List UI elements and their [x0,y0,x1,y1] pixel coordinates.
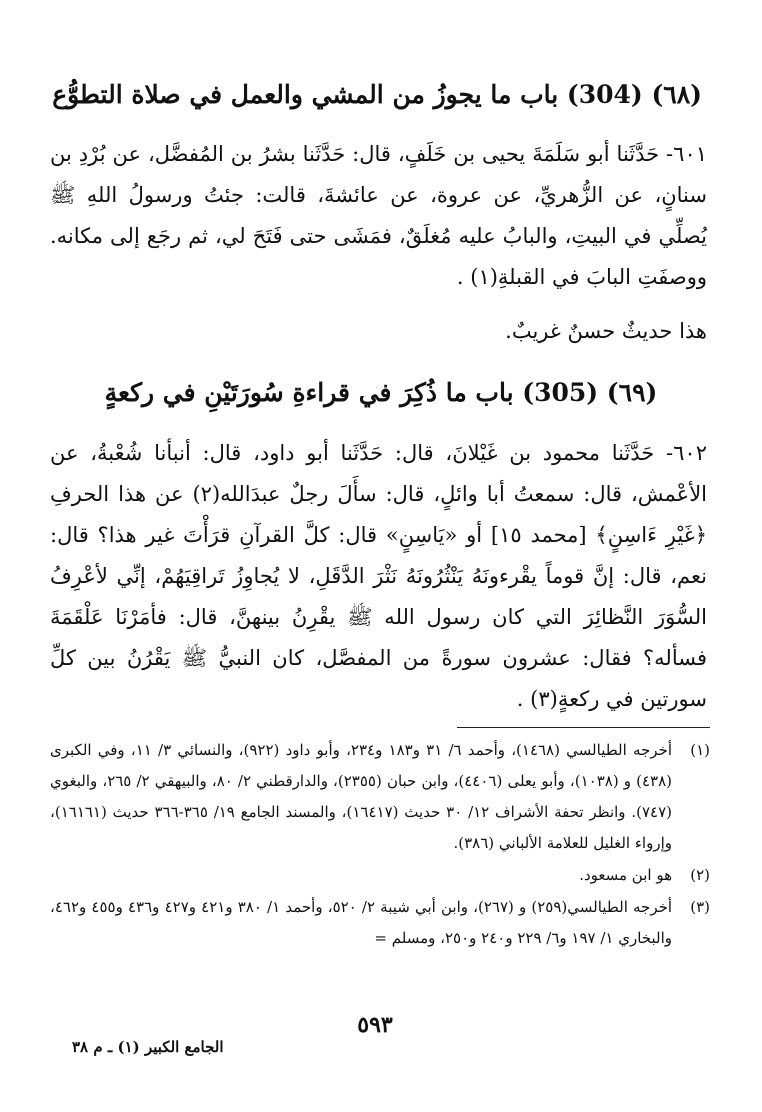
chapter-heading-69: (٦٩) (305) باب ما ذُكِرَ في قراءةِ سُورَتَيْنِ في ركعةٍ [104,378,658,407]
footnotes [50,735,710,955]
hadith-601-text: ٦٠١- حَدَّثَنا أبو سَلَمَةَ يحيى بن خَلَفٍ، قال: حَدَّثَنا بشرُ بن المُفضَّل، عن بُرْدِ بن سنانٍ، عن الزُّهريِّ، عن عروة، عن عائشةَ، قالت: جئتُ ورسولُ اللهِ ﷺ يُصلِّي في البيتِ، والبابُ عليه مُغلَقٌ، فمَشَى حتى فَتَحَ لي، ثم رجَع إلى مكانه. ووصفَتِ البابَ في القبلةِ(١) . [50,142,708,289]
chapter-heading-68: (٦٨) (304) باب ما يجوزُ من المشي والعمل في صلاة التطوُّع [52,80,702,109]
footnote-number: (٣) [690,898,710,916]
hadith-602-text: ٦٠٢- حَدَّثَنا محمود بن غَيْلانَ، قال: حَدَّثَنا أبو داود، قال: أنبأنا شُعْبةُ، عن الأعْمش، قال: سمعتُ أبا وائلٍ، قال: سأَلَ رجلٌ عبدَالله(٢) عن هذا الحرفِ ﴿غَيْرِ ءَاسِنٍ﴾ [محمد ١٥] أو «يَاسِنٍ» قال: كلَّ القرآنِ قرَأْتَ غير هذا؟ قال: نعم، قال: إنَّ قوماً يقْرءونَهُ يَنْثُرُونَهُ نَثْرَ الدَّقَلِ، لا يُجاوِزُ تَراقِيَهُمْ، إنِّي لأعْرِفُ السُّوَرَ النَّظائِرَ التي كان رسول الله ﷺ يقْرِنُ بينهنَّ، قال: فأمَرْنَا عَلْقَمَةَ فسأله؟ فقال: عشرون سورةً من المفصَّل، كان النبيُّ ﷺ يَقْرُنُ بين كلِّ سورتين في ركعةٍ(٣) . [50,441,708,711]
footnote-3 [50,892,710,954]
hadith-grade: هذا حديثٌ حسنٌ غريبٌ. [505,319,707,343]
footnote-number: (١) [690,741,710,759]
footnote-2 [50,860,710,891]
footnote-1 [50,735,710,859]
footnote-text: أخرجه الطيالسي(٢٥٩) و (٢٦٧)، وابن أبي شيبة ٢/ ٥٢٠، وأحمد ١/ ٣٨٠ و٤٢١ و٤٢٧ و٤٣٦ و٤٥٥ و٤٦٢، والبخاري ١/ ١٩٧ و٦/ ٢٢٩ و٢٤٠ و٢٥٠، ومسلم = [50,898,673,947]
footnote-number: (٢) [690,866,710,884]
page-number: ٥٩٣ [357,1012,393,1038]
running-footer: الجامع الكبير (١) ـ م ٣٨ [72,1038,224,1056]
footnote-divider [457,727,710,728]
footnote-text: هو ابن مسعود. [579,866,672,884]
footnote-text: أخرجه الطيالسي (١٤٦٨)، وأحمد ٦/ ٣١ و١٨٣ و٢٣٤، وأبو داود (٩٢٢)، والنسائي ٣/ ١١، وفي الكبرى (٤٣٨) و (١٠٣٨)، وأبو يعلى (٤٤٠٦)، وابن حبان (٢٣٥٥)، والدارقطني ٢/ ٨٠، والبيهقي ٢/ ٢٦٥، والبغوي (٧٤٧). وانظر تحفة الأشراف ١٢/ ٣٠ حديث (١٦٤١٧)، والمسند الجامع ١٩/ ٣٦٥-٣٦٦ حديث (١٦١٦١)، وإرواء الغليل للعلامة الألباني (٣٨٦). [50,741,673,852]
